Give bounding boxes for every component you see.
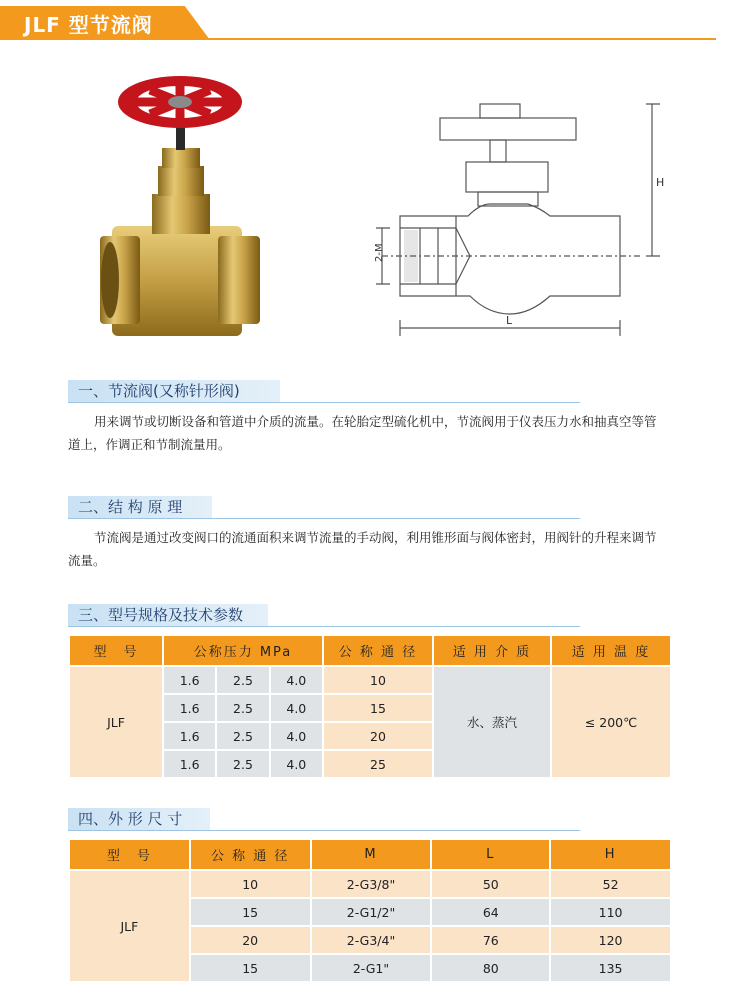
dim-cell: 50 (432, 871, 549, 897)
spec-header-temp: 适 用 温 度 (552, 636, 670, 665)
spec-cell: 2.5 (217, 695, 268, 721)
spec-header-model: 型 号 (70, 636, 162, 665)
dim-header-model: 型 号 (70, 840, 189, 869)
spec-cell: 4.0 (271, 751, 322, 777)
spec-cell: 1.6 (164, 723, 215, 749)
section-text-2: 节流阀是通过改变阀口的流通面积来调节流量的手动阀，利用锥形面与阀体密封，用阀针的升程来调节流量。 (68, 530, 657, 568)
valve-photo (100, 66, 260, 356)
spec-cell: 25 (324, 751, 432, 777)
spec-cell: 4.0 (271, 695, 322, 721)
section-line-4 (68, 830, 580, 831)
dim-cell: 10 (191, 871, 310, 897)
spec-header-dn: 公 称 通 径 (324, 636, 432, 665)
section-heading-4: 四、外 形 尺 寸 (68, 808, 210, 830)
spec-header-pressure: 公称压力 MPa (164, 636, 322, 665)
dim-cell: 135 (551, 955, 670, 981)
dim-label-h: H (656, 176, 665, 189)
dim-cell: 110 (551, 899, 670, 925)
spec-cell: 2.5 (217, 667, 268, 693)
dim-cell: 2-G3/8" (312, 871, 431, 897)
spec-cell: 15 (324, 695, 432, 721)
section-line-3 (68, 626, 580, 627)
spec-cell: 20 (324, 723, 432, 749)
dim-cell: 2-G3/4" (312, 927, 431, 953)
section-line-1 (68, 402, 580, 403)
dim-header-h: H (551, 840, 670, 869)
dim-cell: 20 (191, 927, 310, 953)
section-text-1: 用来调节或切断设备和管道中介质的流量。在轮胎定型硫化机中，节流阀用于仪表压力水和抽真空等管道上，作调正和节制流量用。 (68, 414, 657, 452)
spec-temp-cell: ≤ 200℃ (552, 667, 670, 777)
dim-label-l: L (506, 314, 513, 327)
dim-label-m: 2-M (374, 243, 385, 262)
dim-cell: 64 (432, 899, 549, 925)
dim-cell: 15 (191, 955, 310, 981)
section-heading-2: 二、结 构 原 理 (68, 496, 212, 518)
dimension-table (68, 838, 672, 983)
dim-cell: 76 (432, 927, 549, 953)
valve-drawing (360, 96, 680, 346)
spec-cell: 10 (324, 667, 432, 693)
spec-cell: 1.6 (164, 751, 215, 777)
section-heading-3: 三、型号规格及技术参数 (68, 604, 268, 626)
dim-header-l: L (432, 840, 549, 869)
page-title: JLF 型节流阀 (24, 13, 153, 37)
dim-cell: 120 (551, 927, 670, 953)
spec-medium-cell: 水、蒸汽 (434, 667, 550, 777)
dim-model-cell: JLF (70, 871, 189, 981)
dim-cell: 80 (432, 955, 549, 981)
spec-model-cell: JLF (70, 667, 162, 777)
spec-cell: 4.0 (271, 667, 322, 693)
dim-cell: 2-G1/2" (312, 899, 431, 925)
spec-cell: 2.5 (217, 723, 268, 749)
spec-header-medium: 适 用 介 质 (434, 636, 550, 665)
spec-cell: 2.5 (217, 751, 268, 777)
dim-cell: 52 (551, 871, 670, 897)
spec-cell: 1.6 (164, 695, 215, 721)
title-underline (0, 38, 716, 40)
dim-cell: 2-G1" (312, 955, 431, 981)
spec-cell: 4.0 (271, 723, 322, 749)
dim-header-m: M (312, 840, 431, 869)
dim-cell: 15 (191, 899, 310, 925)
section-heading-1: 一、节流阀(又称针形阀) (68, 380, 280, 402)
section-line-2 (68, 518, 580, 519)
spec-table (68, 634, 672, 779)
spec-cell: 1.6 (164, 667, 215, 693)
dim-header-dn: 公 称 通 径 (191, 840, 310, 869)
